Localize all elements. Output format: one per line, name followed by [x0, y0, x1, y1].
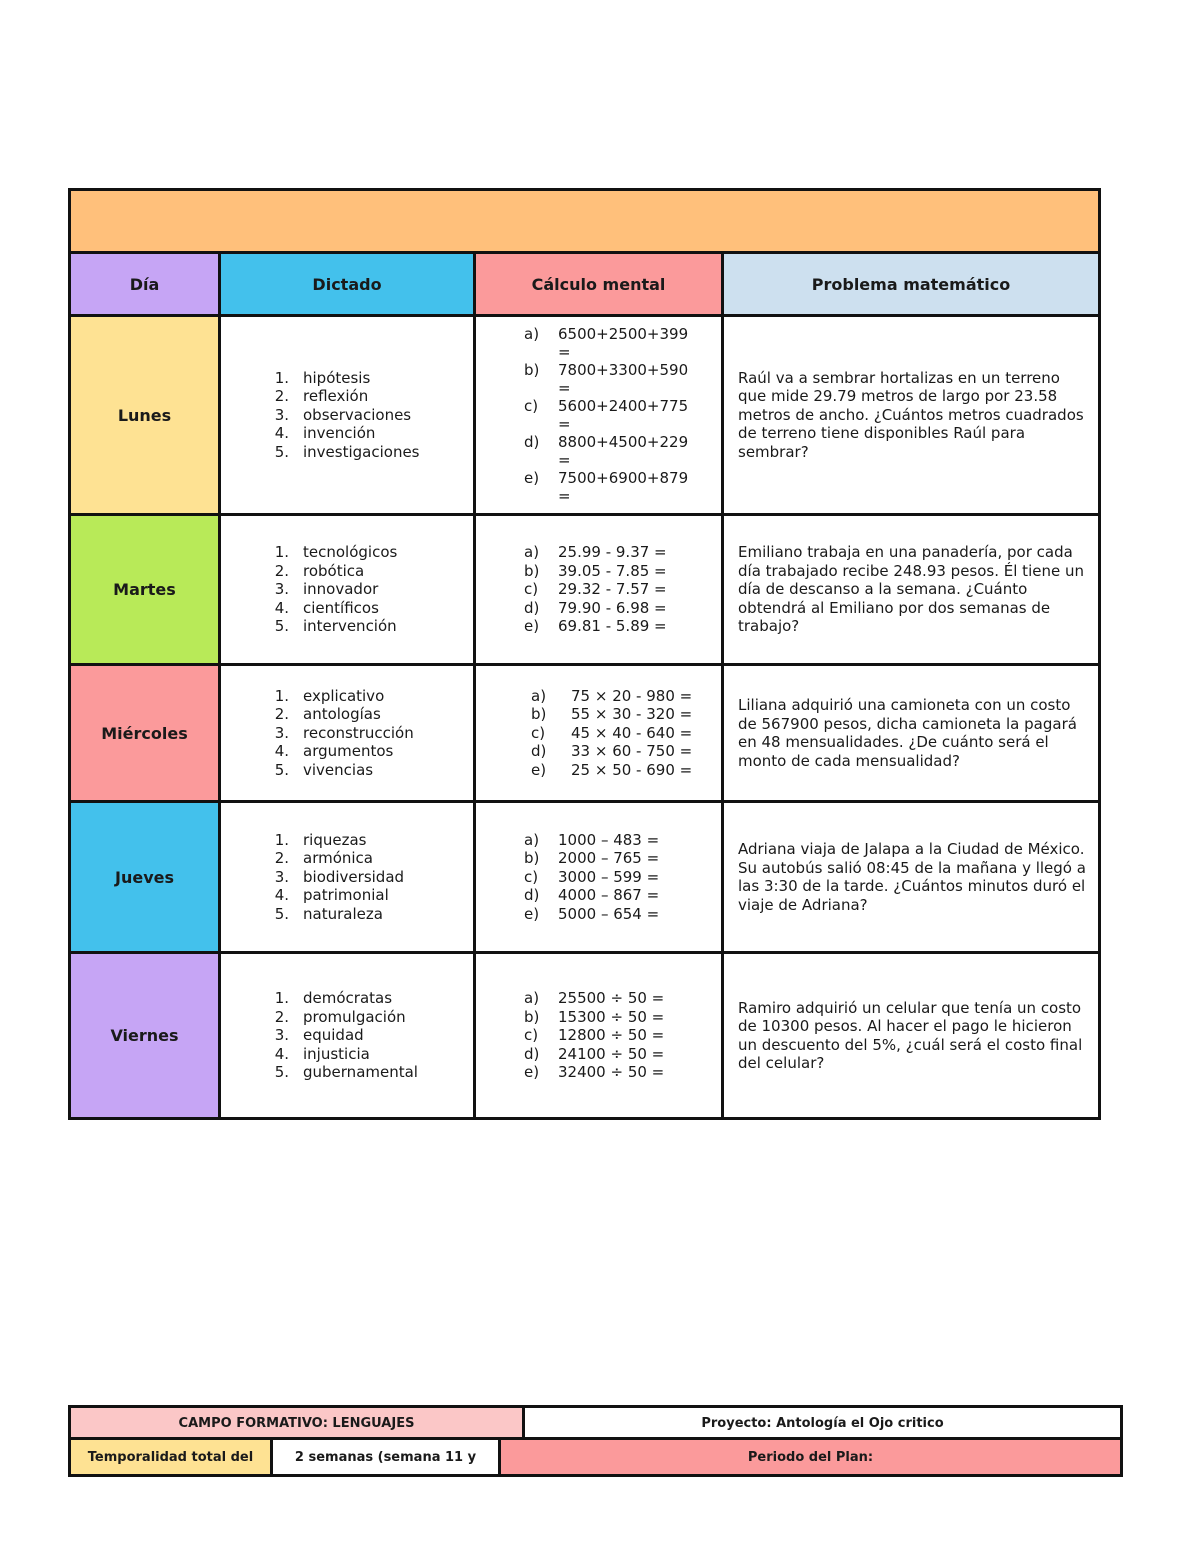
calculo-list — [531, 687, 715, 780]
list-item: d) 33 × 60 - 750 = — [531, 742, 693, 761]
periodo-plan: Periodo del Plan: — [500, 1439, 1122, 1476]
list-item: 5. vivencias — [274, 760, 374, 779]
day-cell: Lunes — [70, 316, 220, 515]
list-item: 5. investigaciones — [274, 442, 420, 461]
list-item: c) 12800 ÷ 50 = — [524, 1026, 665, 1045]
list-item: 3. observaciones — [274, 405, 412, 424]
list-item: c) 29.32 - 7.57 = — [524, 580, 667, 599]
list-item: e) 7500+6900+879 = — [524, 469, 689, 505]
list-item: 1. hipótesis — [274, 368, 371, 387]
header-dictado: Dictado — [220, 253, 475, 316]
list-item: 5. gubernamental — [274, 1063, 418, 1082]
list-item: 2. robótica — [274, 561, 365, 580]
day-cell: Jueves — [70, 802, 220, 953]
day-cell: Viernes — [70, 953, 220, 1119]
problema-text: Liliana adquirió una camioneta con un costo de 567900 pesos, dicha camioneta la pagará en 48 mensualidades. ¿De cuánto será el monto de cada mensualidad? — [738, 696, 1077, 770]
list-item: 1. tecnológicos — [274, 543, 398, 562]
header-calculo: Cálculo mental — [475, 253, 723, 316]
row-miercoles — [70, 665, 1100, 802]
list-item: e) 32400 ÷ 50 = — [524, 1063, 665, 1082]
list-item: 1. riquezas — [274, 830, 367, 849]
list-item: 4. injusticia — [274, 1044, 370, 1063]
list-item: a) 75 × 20 - 980 = — [531, 686, 693, 705]
list-item: 4. argumentos — [274, 742, 394, 761]
list-item: b) 7800+3300+590 = — [524, 361, 689, 397]
list-item: 3. innovador — [274, 580, 379, 599]
row-viernes — [70, 953, 1100, 1119]
temporalidad-value: 2 semanas (semana 11 y — [272, 1439, 500, 1476]
calculo-cell — [475, 802, 723, 953]
list-item: b) 55 × 30 - 320 = — [531, 705, 693, 724]
problema-cell — [723, 316, 1100, 515]
calculo-list — [524, 325, 715, 505]
dictado-cell — [220, 316, 475, 515]
footer-table-bottom — [68, 1437, 1123, 1477]
temporalidad-label: Temporalidad total del — [70, 1439, 272, 1476]
calculo-cell — [475, 515, 723, 665]
problema-cell — [723, 953, 1100, 1119]
list-item: 2. armónica — [274, 849, 373, 868]
calculo-cell — [475, 316, 723, 515]
list-item: d) 24100 ÷ 50 = — [524, 1044, 665, 1063]
problema-text: Raúl va a sembrar hortalizas en un terreno que mide 29.79 metros de largo por 23.58 metros de ancho. ¿Cuántos metros cuadrados de terreno tiene disponibles Raúl para sembrar? — [738, 368, 1084, 461]
list-item: e) 5000 – 654 = — [524, 904, 660, 923]
list-item: b) 2000 – 765 = — [524, 849, 660, 868]
list-item: c) 5600+2400+775 = — [524, 397, 689, 433]
list-item: e) 25 × 50 - 690 = — [531, 760, 693, 779]
problema-text: Ramiro adquirió un celular que tenía un costo de 10300 pesos. Al hacer el pago le hicieron un descuento del 5%, ¿cuál será el costo final del celular? — [738, 998, 1083, 1072]
list-item: a) 25.99 - 9.37 = — [524, 543, 667, 562]
dictado-cell — [220, 515, 475, 665]
list-item: d) 79.90 - 6.98 = — [524, 598, 667, 617]
calculo-list — [524, 989, 715, 1082]
day-cell: Miércoles — [70, 665, 220, 802]
dictado-list — [267, 543, 473, 636]
dictado-list — [267, 369, 473, 462]
list-item: 4. científicos — [274, 598, 379, 617]
day-cell: Martes — [70, 515, 220, 665]
row-lunes — [70, 316, 1100, 515]
list-item: 2. promulgación — [274, 1007, 406, 1026]
list-item: e) 69.81 - 5.89 = — [524, 617, 667, 636]
list-item: 5. naturaleza — [274, 904, 383, 923]
list-item: a) 1000 – 483 = — [524, 830, 660, 849]
list-item: c) 3000 – 599 = — [524, 867, 660, 886]
dictado-list — [267, 687, 473, 780]
calculo-list — [524, 543, 715, 636]
list-item: a) 25500 ÷ 50 = — [524, 989, 665, 1008]
calculo-cell — [475, 953, 723, 1119]
list-item: b) 15300 ÷ 50 = — [524, 1007, 665, 1026]
list-item: 3. reconstrucción — [274, 723, 414, 742]
list-item: 5. intervención — [274, 617, 397, 636]
campo-formativo: CAMPO FORMATIVO: LENGUAJES — [70, 1407, 524, 1440]
header-problema: Problema matemático — [723, 253, 1100, 316]
list-item: 3. equidad — [274, 1026, 364, 1045]
list-item: 2. reflexión — [274, 387, 369, 406]
problema-cell — [723, 665, 1100, 802]
dictado-list — [267, 831, 473, 924]
list-item: 4. patrimonial — [274, 886, 389, 905]
row-jueves — [70, 802, 1100, 953]
dictado-cell — [220, 802, 475, 953]
list-item: d) 4000 – 867 = — [524, 886, 660, 905]
header-dia: Día — [70, 253, 220, 316]
dictado-list — [267, 989, 473, 1082]
list-item: b) 39.05 - 7.85 = — [524, 561, 667, 580]
list-item: c) 45 × 40 - 640 = — [531, 723, 693, 742]
list-item: 3. biodiversidad — [274, 867, 405, 886]
problema-text: Adriana viaja de Jalapa a la Ciudad de México. Su autobús salió 08:45 de la mañana y llegó a las 3:30 de la tarde. ¿Cuántos minutos duró el viaje de Adriana? — [738, 840, 1086, 914]
problema-cell — [723, 802, 1100, 953]
weekly-plan-table — [68, 188, 1101, 1120]
calculo-cell — [475, 665, 723, 802]
dictado-cell — [220, 953, 475, 1119]
list-item: 4. invención — [274, 424, 376, 443]
problema-cell — [723, 515, 1100, 665]
footer-table-top — [68, 1405, 1123, 1441]
list-item: 2. antologías — [274, 705, 381, 724]
list-item: 1. demócratas — [274, 989, 393, 1008]
calculo-list — [524, 831, 715, 924]
row-martes — [70, 515, 1100, 665]
dictado-cell — [220, 665, 475, 802]
list-item: 1. explicativo — [274, 686, 385, 705]
problema-text: Emiliano trabaja en una panadería, por cada día trabajado recibe 248.93 pesos. Él tiene un día de descanso a la semana. ¿Cuánto obtendrá al Emiliano por dos semanas de trabajo? — [738, 543, 1084, 636]
list-item: d) 8800+4500+229 = — [524, 433, 689, 469]
proyecto: Proyecto: Antología el Ojo critico — [524, 1407, 1122, 1440]
title-banner — [70, 190, 1100, 253]
list-item: a) 6500+2500+399 = — [524, 325, 689, 361]
